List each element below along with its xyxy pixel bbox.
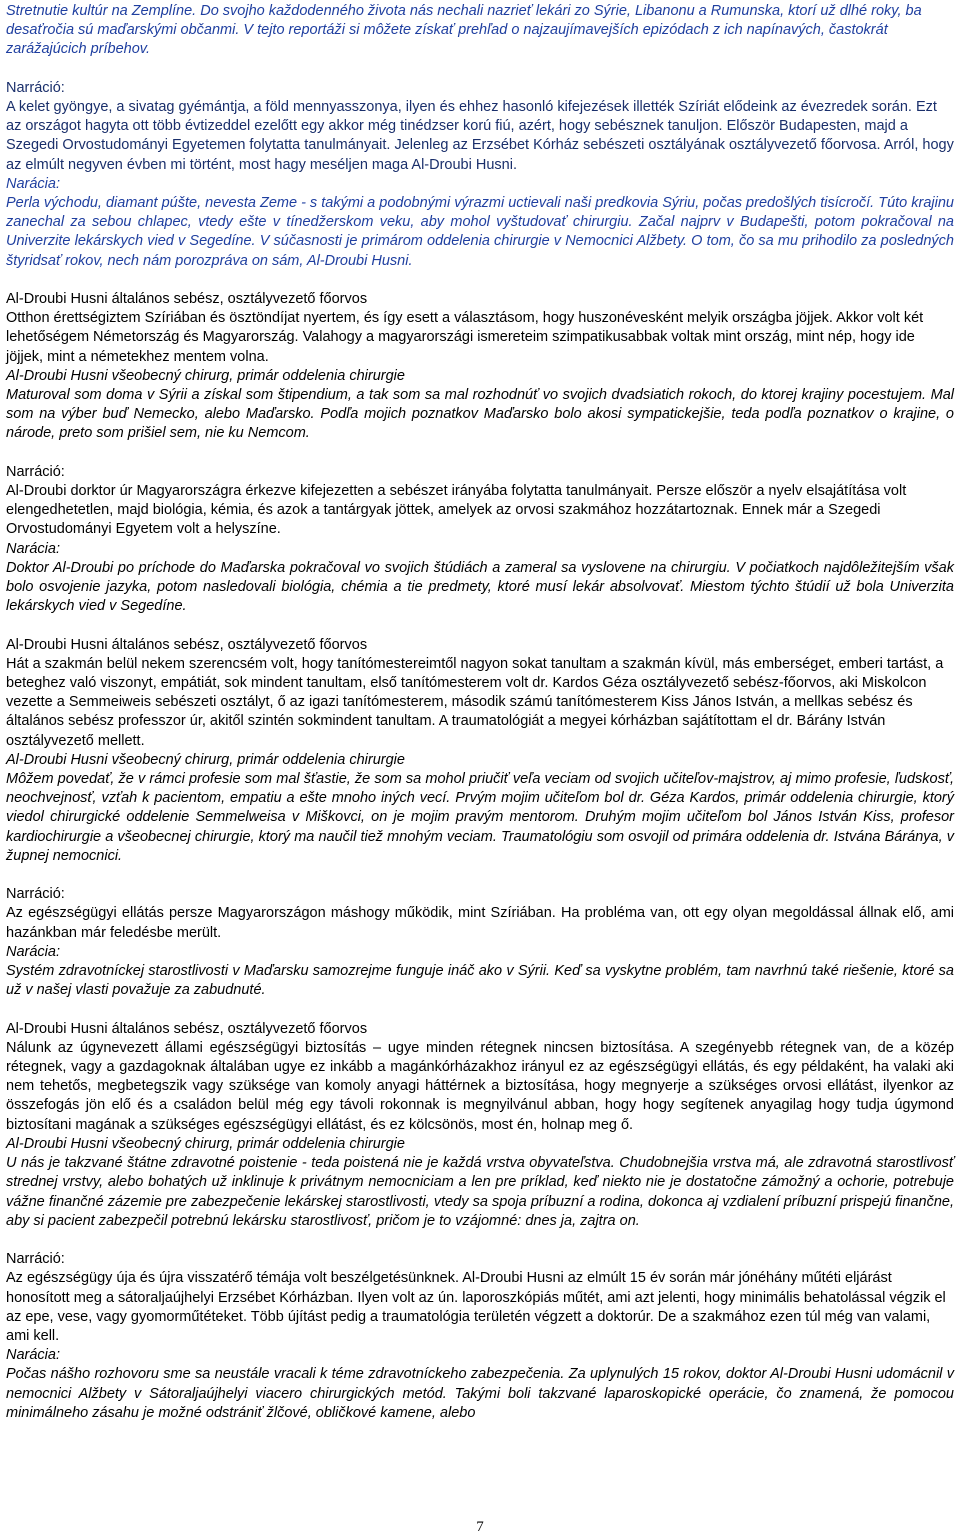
paragraph-text: Hát a szakmán belül nekem szerencsém volt, hogy tanítómestereimtől nagyon sokat tanultam a szakmán kívül, más emberséget, emberi tartást, a beteghez való viszonyt, empátiát, sok mindent tanultam, első tanítómesterem volt dr. Kardos Géza osztályvezető sebész-főorvos, aki Miskolcon vezette a Semmeiweis sebészeti osztályt, ő az igazi tanítómesterem, második számú tanítómesterem Kiss János István, a mellkas sebész és általános sebész professzor úr, akitől szintén sokmindent tanultam. A traumatológiát a megyei kórházban sajátítottam el dr. Bárány István osztályvezető mellett.	[6, 655, 944, 749]
paragraph-text: Systém zdravotníckej starostlivosti v Maďarsku samozrejme funguje ináč ako v Sýrii. Keď sa vyskytne problém, tam navrhnú také riešenie, ktoré sa už v našej vlasti považuje za zabudnuté.	[6, 963, 954, 999]
paragraph	[6, 1020, 954, 1135]
speaker-label: Al-Droubi Husni általános sebész, osztályvezető főorvos	[6, 636, 368, 653]
paragraph-text: Perla východu, diamant púšte, nevesta Zeme - s takými a podobnými výrazmi uctievali naši predkovia Sýriu, počas predošlých tisícročí. Túto krajinu zanechal za sebou chlapec, vtedy ešte v tínedžerskom veku, aby mohol vyštudovať chirurgiu. Začal najprv v Budapešti, potom pokračoval na Univerzite lekárskych vied v Segedíne. V súčasnosti je primárom oddelenia chirurgie v Nemocnici Alžbety. O tom, čo sa mu prihodilo za posledných štyridsať rokov, nech nám porozpráva on sám, Al-Droubi Husni.	[6, 195, 954, 269]
speaker-label: Al-Droubi Husni všeobecný chirurg, primár oddelenia chirurgie	[6, 367, 405, 384]
paragraph-text: Doktor Al-Droubi po príchode do Maďarska pokračoval vo svojich štúdiách a zameral sa vyslovene na chirurgiu. V počiatkoch najdôležitejším však bolo osvojenie jazyka, potom nasledovali biológia, chémia a tie predmety, ktoré musí lekár absolvovať. Miestom týchto štúdií už bola Univerzita lekárskych vied v Segedíne.	[6, 559, 954, 615]
paragraph	[6, 290, 954, 367]
paragraph	[6, 943, 954, 1001]
speaker-label: Al-Droubi Husni všeobecný chirurg, primár oddelenia chirurgie	[6, 751, 405, 768]
paragraph	[6, 175, 954, 271]
paragraph-text: Maturoval som doma v Sýrii a získal som štipendium, a tak som sa mal rozhodnúť vo svojich dvadsiatich rokoch, do ktorej krajiny pocestujem. Mal som na výber buď Nemecko, alebo Maďarsko. Podľa mojich poznatkov Maďarsko bolo akosi sympatickejšie, teda podľa poznatkov o krajine, o národe, preto som prišiel sem, nie ku Nemcom.	[6, 387, 954, 442]
paragraph	[6, 463, 954, 540]
speaker-label: Al-Droubi Husni všeobecný chirurg, primár oddelenia chirurgie	[6, 1135, 405, 1152]
speaker-label: Narácia:	[6, 1347, 60, 1364]
paragraph	[6, 636, 954, 751]
speaker-label: Narráció:	[6, 1251, 65, 1268]
paragraph-text: Az egészségügy úja és újra visszatérő témája volt beszélgetésünknek. Al-Droubi Husni az elmúlt 15 év során már jónéhány műtéti eljárást honosított meg a sátoraljaújhelyi Erzsébet Kórházban. Ilyen volt az ún. laporoszkópiás műtét, ami azt jelenti, hogy minimális behatolással végzik el az epe, vese, vagy gyomorműtéteket. Több újítást pedig a traumatológia területén végzett a doktorúr. De a szakmához ezen túl még van valami, ami kell.	[6, 1270, 946, 1344]
speaker-label: Narácia:	[6, 540, 60, 557]
paragraph	[6, 2, 954, 60]
paragraph-text: Počas nášho rozhovoru sme sa neustále vracali k téme zdravotníckeho zabezpečenia. Za uplynulých 15 rokov, doktor Al-Droubi Husni udomácnil v nemocnici Alžbety v Sátoraljaújhelyi viacero chirurgických metód. Takými boli takzvané laparoskopické operácie, čo znamená, že pomocou minimálneho zásahu je možné odstrániť žlčové, obličkové kamene, alebo	[6, 1366, 954, 1421]
paragraph	[6, 367, 954, 444]
paragraph-text: Stretnutie kultúr na Zemplíne. Do svojho každodenného života nás nechali nazrieť lekári zo Sýrie, Libanonu a Rumunska, ktorí už dlhé roky, ba desaťročia sú maďarskými občanmi. V tejto reportáži si môžete získať prehľad o najzaujímavejších epizódach z ich napínavých, častokrát zarážajúcich príbehov.	[6, 3, 922, 58]
paragraph-text: A kelet gyöngye, a sivatag gyémántja, a föld mennyasszonya, ilyen és ehhez hasonló kifejezések illették Szíriát elődeink az évezredek során. Ezt az országot hagyta ott több évtizeddel ezelőtt egy akkor még tinédzser korú fiú, azért, hogy sebésznek tanuljon. Először Budapesten, majd a Szegedi Orvostudományi Egyetemen folytatta tanulmányait. Jelenleg az Erzsébet Kórház sebészeti osztályának osztályvezető főorvosa. Arról, hogy az elmúlt negyven évben mi történt, most hagy meséljen maga Al-Droubi Husni.	[6, 99, 954, 173]
paragraph	[6, 1135, 954, 1231]
document-body	[6, 2, 954, 1423]
paragraph-text: Al-Droubi dorktor úr Magyarországra érkezve kifejezetten a sebészet irányába folytatta tanulmányait. Persze először a nyelv elsajátítása volt elengedhetetlen, majd biológia, kémia, és azok a tantárgyak jöttek, amelyek az orvosi szakmához hozzátartoznak. Ennek már a Szegedi Orvostudományi Egyetem volt a helyszíne.	[6, 483, 907, 538]
paragraph-text: Môžem povedať, že v rámci profesie som mal šťastie, že som sa mohol priučiť veľa veciam od svojich učiteľov-majstrov, aj mimo profesie, ľudskosť, neochvejnosť, vzťah k pacientom, empatiu a ešte mnoho iných vecí. Prvým mojim učiteľom bol dr. Géza Kardos, primár oddelenia chirurgie, ktorý viedol chirurgické oddelenie Semmelweisa v Miškovci, on je mojim pravým mentorom. Druhým mojim učiteľom bol János István Kiss, profesor kardiochirurgie a všeobecnej chirurgie, ktorý ma naučil tiež mnohým veciam. Traumatológiu som osvojil od primára oddelenia dr. Istvána Báránya, v župnej nemocnici.	[6, 771, 954, 864]
paragraph	[6, 1346, 954, 1423]
paragraph	[6, 751, 954, 866]
speaker-label: Narácia:	[6, 943, 60, 960]
paragraph	[6, 1250, 954, 1346]
speaker-label: Narráció:	[6, 886, 65, 903]
paragraph	[6, 540, 954, 617]
page-number: 7	[476, 1519, 484, 1535]
paragraph-text: U nás je takzvané štátne zdravotné poistenie - teda poistená nie je každá vrstva obyvateľstva. Chudobnejšia vrstva má, ale zdravotná starostlivosť strednej vrstvy, alebo bohatých už inklinuje k privátnym nemocniciam a len pre príklad, keď niekto nie je dostatočne zámožný a ochorie, potrebuje vážne finančné zázemie pre zabezpečenie lekárskej starostlivosti, vtedy sa spoja príbuzní a rodina, dokonca aj vzdialení príbuzní prispejú finančne, aby si pacient zabezpečil potrebnú lekársku starostlivosť, pričom je to vzájomné: dnes ja, zajtra on.	[6, 1155, 954, 1229]
speaker-label: Narráció:	[6, 463, 65, 480]
paragraph	[6, 79, 954, 175]
speaker-label: Al-Droubi Husni általános sebész, osztályvezető főorvos	[6, 1020, 368, 1037]
speaker-label: Al-Droubi Husni általános sebész, osztályvezető főorvos	[6, 291, 368, 308]
paragraph-text: Az egészségügyi ellátás persze Magyarországon máshogy működik, mint Szíriában. Ha probléma van, ott egy olyan megoldással állnak elő, ami hazánkban már feledésbe merült.	[6, 905, 954, 941]
paragraph	[6, 885, 954, 943]
speaker-label: Narráció:	[6, 79, 65, 96]
paragraph-text: Otthon érettségiztem Szíriában és ösztöndíjat nyertem, és így esett a választásom, hogy huszonévesként melyik országba jöjjek. Akkor volt két lehetőségem Németország és Magyarország. Valahogy a magyarországi ismereteim szimpatikusabbak voltak mint ország, mint nép, hogy ide jöjjek, mint a németekhez mentem volna.	[6, 310, 924, 365]
speaker-label: Narácia:	[6, 175, 60, 192]
paragraph-text: Nálunk az úgynevezett állami egészségügyi biztosítás – ugye minden rétegnek nincsen biztosítása. A szegényebb rétegnek van, de a közép rétegnek, vagy a gazdagoknak általában ugye ez inkább a magánkórházakhoz irányul ez az egészségügyi ellátás, és egy példaként, ha valaki aki nem tehetős, megbetegszik vagy szüksége van komoly anyagi háttérnek a biztosítása, hogy megnyerje a szükséges orvosi ellátást, ilyenkor az összefogás jön elő és a családon belül még egy távoli rokonnak is megnyilvánul abban, hogy hogy segítenek anyagilag hogy tudja úgymond biztosítani magának a szükséges egészségügyi ellátást, és ez kölcsönös, most én, holnap meg ő.	[6, 1039, 954, 1133]
